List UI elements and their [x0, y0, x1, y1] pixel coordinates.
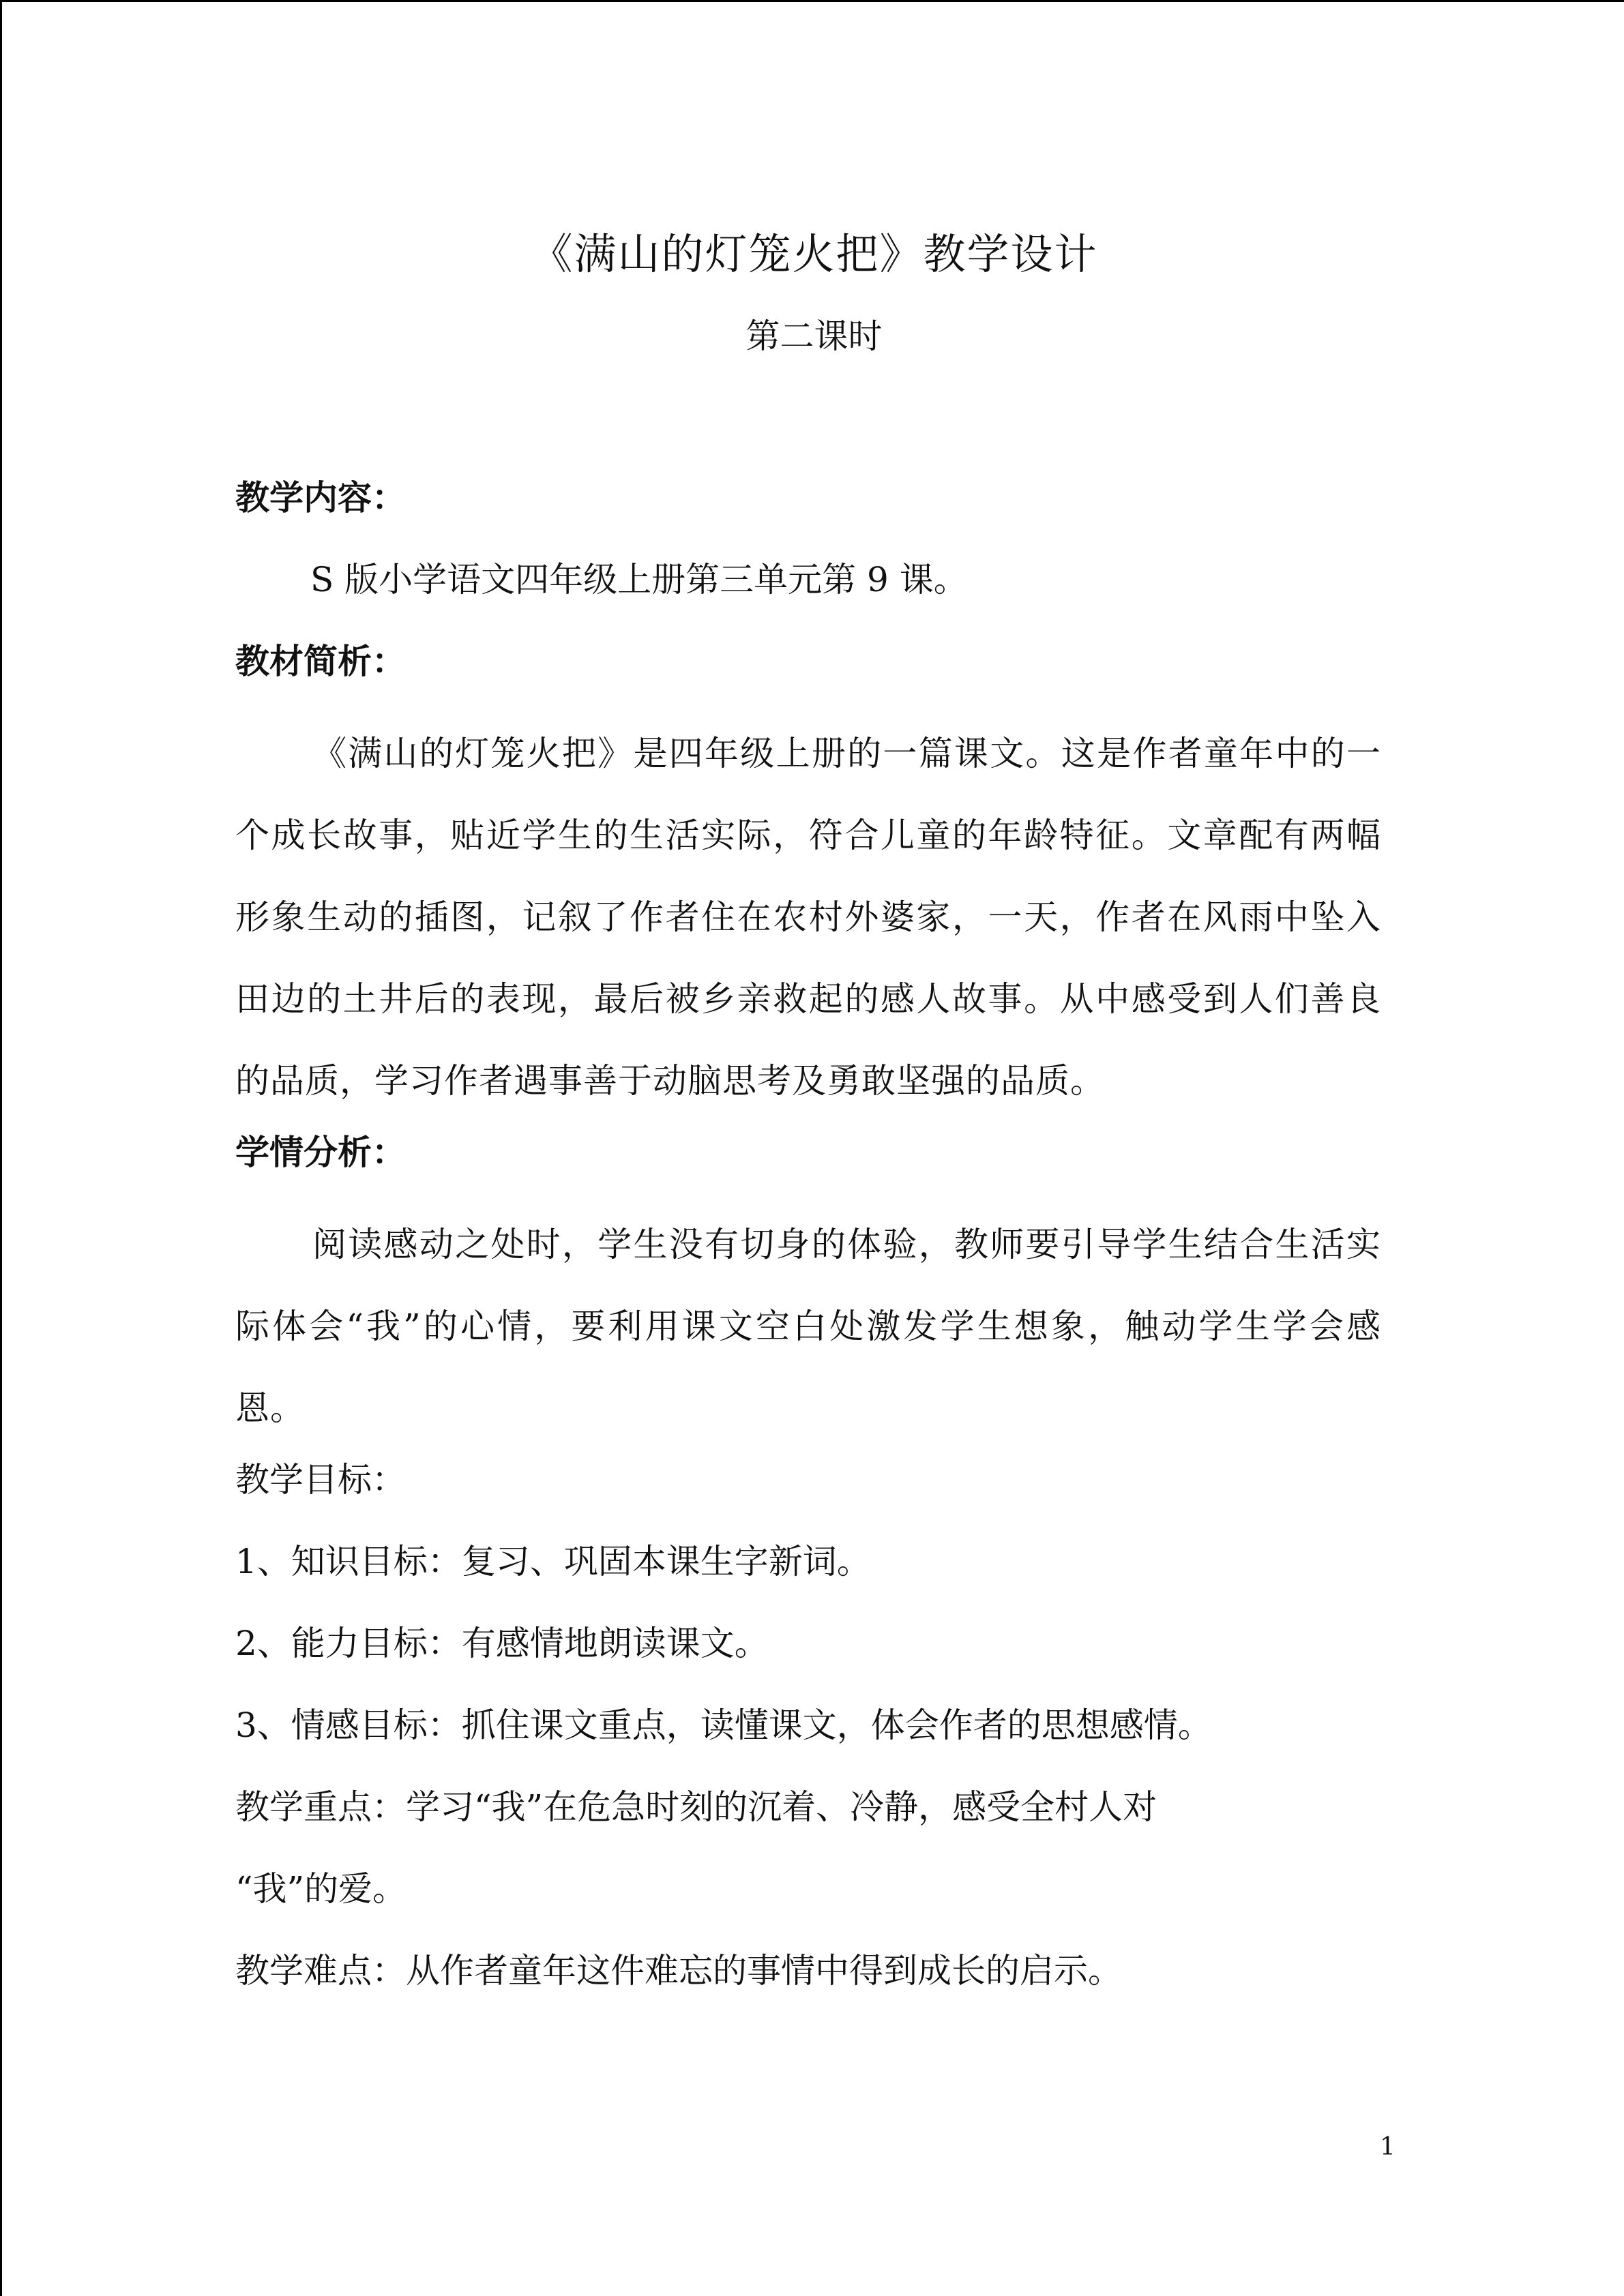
goals-heading: 教学目标： [235, 1460, 406, 1500]
goal-item-emotion: 3、情感目标：抓住课文重点，读懂课文，体会作者的思想感情。 [235, 1705, 1212, 1745]
section-heading-material: 教材简析： [235, 641, 406, 681]
section-heading-student: 学情分析： [235, 1132, 406, 1172]
goal-item-ability: 2、能力目标：有感情地朗读课文。 [235, 1624, 769, 1663]
section-heading-content: 教学内容： [235, 477, 406, 518]
section-text-student: 阅读感动之处时，学生没有切身的体验，教师要引导学生结合生活实际体会“我”的心情，要利用课文空白处激发学生想象，触动学生学会感恩。 [235, 1225, 1381, 1428]
document-title: 《满山的灯笼火把》教学设计 [530, 229, 1098, 279]
key-point-line-2: “我”的爱。 [235, 1869, 407, 1909]
document-body [235, 467, 1381, 2022]
document-subtitle: 第二课时 [745, 316, 883, 356]
difficulty-line: 教学难点：从作者童年这件难忘的事情中得到成长的启示。 [235, 1951, 1122, 1991]
section-text-content: S 版小学语文四年级上册第三单元第 9 课。 [310, 560, 968, 599]
section-text-material: 《满山的灯笼火把》是四年级上册的一篇课文。这是作者童年中的一个成长故事，贴近学生的生活实际，符合儿童的年龄特征。文章配有两幅形象生动的插图，记叙了作者住在农村外婆家，一天，作者在风雨中坠入田边的土井后的表现，最后被乡亲救起的感人故事。从中感受到人们善良的品质，学习作者遇事善于动脑思考及勇敢坚强的品质。 [235, 734, 1381, 1101]
page-number: 1 [1380, 2133, 1396, 2161]
key-point-line-1: 教学重点：学习“我”在危急时刻的沉着、冷静，感受全村人对 [235, 1787, 1157, 1827]
goal-item-knowledge: 1、知识目标：复习、巩固本课生字新词。 [235, 1542, 871, 1581]
